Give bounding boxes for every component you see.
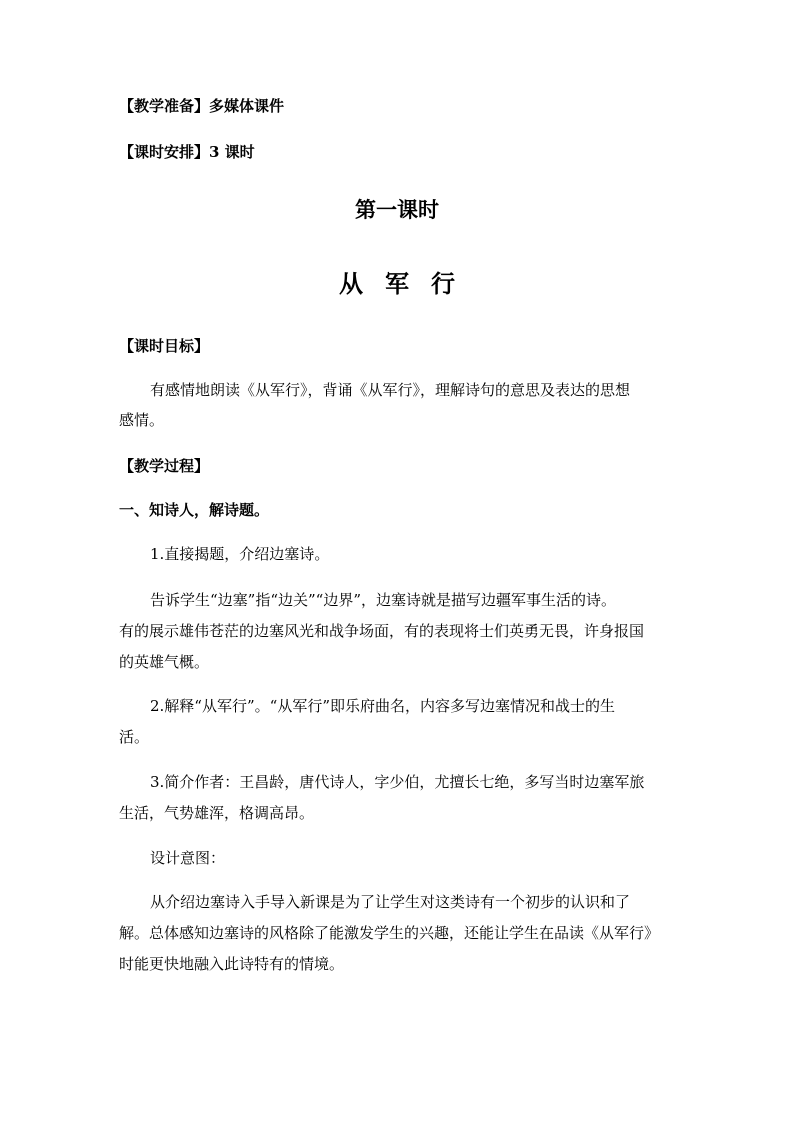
step-3-line: 3.简介作者：王昌龄，唐代诗人，字少伯，尤擅长七绝，多写当时边塞军旅 (150, 773, 645, 791)
step-2-line: 2.解释“从军行”。“从军行”即乐府曲名，内容多写边塞情况和战士的生 (150, 697, 615, 715)
paragraph-line: 告诉学生“边塞”指“边关”“边界”，边塞诗就是描写边疆军事生活的诗。 (150, 591, 617, 609)
objectives-heading: 【课时目标】 (119, 337, 210, 355)
step-2-line: 活。 (119, 728, 150, 746)
design-intent-line: 时能更快地融入此诗特有的情境。 (119, 955, 345, 973)
design-intent-line: 从介绍边塞诗入手导入新课是为了让学生对这类诗有一个初步的认识和了 (150, 893, 631, 911)
objectives-line: 感情。 (119, 411, 165, 429)
step-1: 1.直接揭题，介绍边塞诗。 (150, 545, 330, 563)
paragraph-line: 的英雄气概。 (119, 653, 210, 671)
teaching-prep: 【教学准备】多媒体课件 (119, 97, 285, 115)
lesson-schedule: 【课时安排】3 课时 (119, 143, 255, 161)
process-heading: 【教学过程】 (119, 457, 210, 475)
poem-title: 从军行 (339, 270, 477, 298)
section-heading: 一、知诗人，解诗题。 (119, 501, 270, 519)
design-intent-label: 设计意图： (150, 849, 226, 867)
design-intent-line: 解。总体感知边塞诗的风格除了能激发学生的兴趣，还能让学生在品读《从军行》 (119, 924, 660, 942)
lesson-title: 第一课时 (355, 198, 439, 222)
objectives-line: 有感情地朗读《从军行》，背诵《从军行》，理解诗句的意思及表达的思想 (150, 381, 631, 399)
paragraph-line: 有的展示雄伟苍茫的边塞风光和战争场面，有的表现将士们英勇无畏，许身报国 (119, 622, 645, 640)
step-3-line: 生活，气势雄浑，格调高昂。 (119, 804, 315, 822)
